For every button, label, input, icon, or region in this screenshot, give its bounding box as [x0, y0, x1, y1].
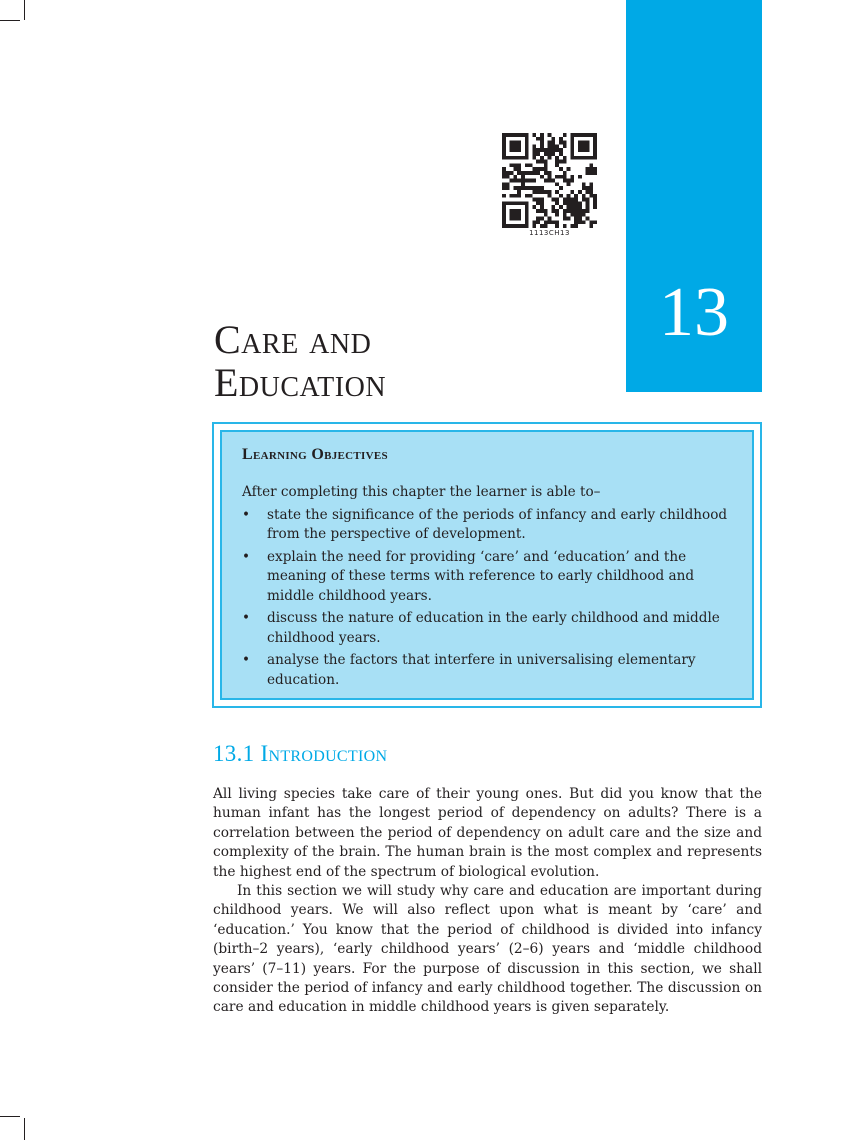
qr-code-icon[interactable]: [502, 133, 597, 228]
bullet-icon: •: [242, 548, 251, 565]
crop-mark-top-horizontal: [0, 20, 20, 21]
paragraph: In this section we will study why care and education are important during childhood years. We will also reflect upon what is meant by ‘care’ and ‘education.’ You know that the period of childhood is divided into infancy (birth–2 years), ‘early childhood years’ (2–6) years and ‘middle childhood years’ (7–11) years. For the purpose of discussion in this section, we shall consider the period of infancy and early childhood together. The discussion on care and education in middle childhood years is given separately.: [213, 883, 762, 1016]
list-item: [242, 609, 734, 648]
paragraph: All living species take care of their young ones. But did you know that the human infant has the longest period of dependency on adults? There is a correlation between the period of dependency on adult care and the size and complexity of the brain. The human brain is the most complex and represents the highest end of the spectrum of biological evolution.: [213, 786, 762, 880]
qr-code-label: 1113CH13: [529, 229, 570, 237]
learning-objectives-list: [242, 506, 734, 691]
bullet-icon: •: [242, 652, 251, 668]
chapter-title: [214, 318, 386, 404]
objective-text: analyse the factors that interfere in universalising elementary education.: [267, 652, 696, 688]
list-item: [242, 548, 734, 607]
learning-objectives-panel: [220, 430, 754, 700]
list-item: [242, 506, 734, 545]
learning-objectives-box: [212, 422, 762, 708]
section-heading: 13.1 Introduction: [213, 741, 388, 766]
bullet-icon: •: [242, 506, 251, 523]
objective-text: explain the need for providing ‘care’ and ‘education’ and the meaning of these terms with reference to early childhood and middle childhood years.: [267, 548, 695, 604]
bullet-icon: •: [242, 610, 251, 626]
crop-mark-top-vertical: [24, 0, 25, 20]
chapter-title-line-1: Care and: [214, 317, 372, 362]
objective-text: discuss the nature of education in the early childhood and middle childhood years.: [267, 610, 720, 646]
chapter-title-line-2: Education: [214, 360, 387, 405]
crop-mark-bottom-vertical: [24, 1118, 25, 1140]
learning-objectives-intro: After completing this chapter the learner is able to–: [242, 484, 601, 500]
list-item: [242, 651, 734, 690]
chapter-number: 13: [659, 274, 729, 351]
learning-objectives-heading: Learning Objectives: [242, 446, 388, 463]
objective-text: state the significance of the periods of infancy and early childhood from the perspective of development.: [267, 506, 728, 542]
section-body: [213, 785, 762, 1018]
crop-mark-bottom-horizontal: [0, 1116, 20, 1117]
